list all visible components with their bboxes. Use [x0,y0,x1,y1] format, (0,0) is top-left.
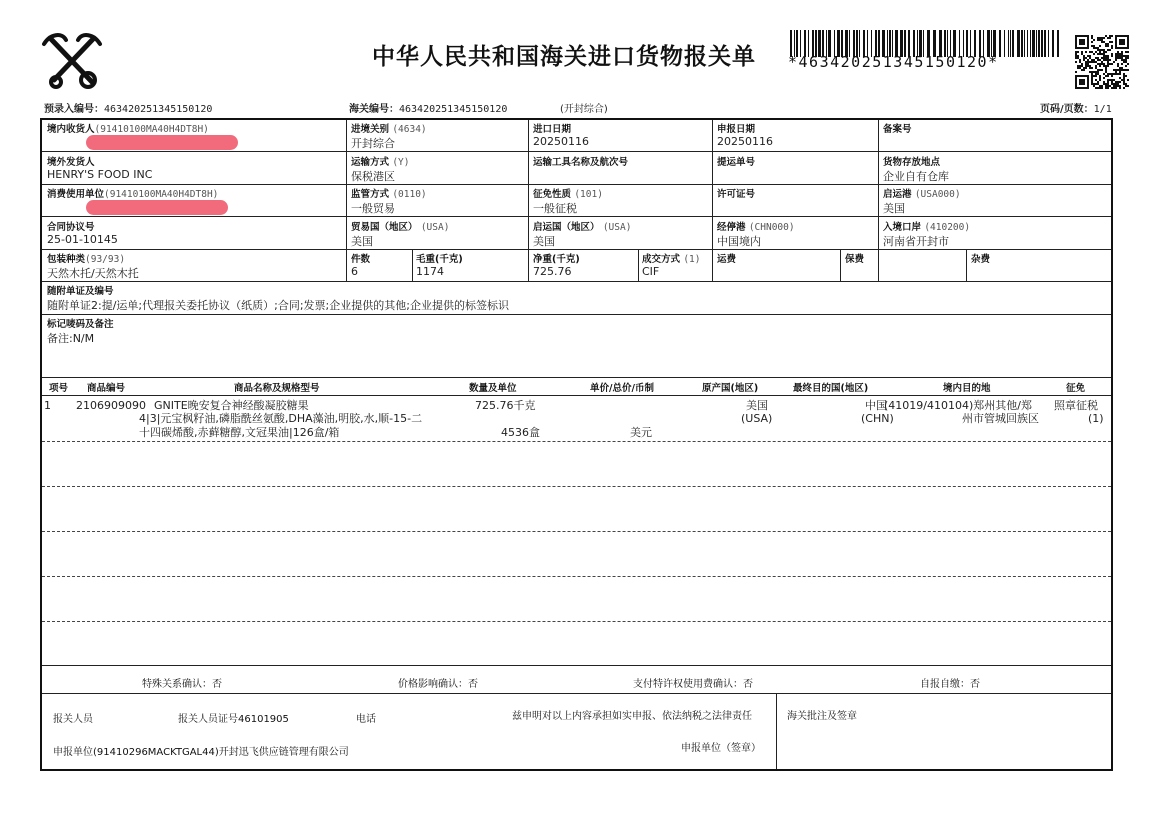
package-type-label: 包装种类(93/93) [47,254,126,265]
goods-quantity: 725.76千克 [475,399,536,412]
departure-port-label: 启运港 (USA000) [883,189,961,200]
goods-name-line: 4|3|元宝枫籽油,磷脂酰丝氨酸,DHA藻油,明胶,水,顺-15-二 [139,412,423,425]
pieces-label: 件数 [351,254,371,265]
record-no-label: 备案号 [883,124,912,135]
origin-country-value: 美国 [533,235,555,248]
phone-label: 电话 [356,714,376,725]
goods-row-separator [42,531,1111,532]
declaration-form [40,118,1113,771]
row-divider [42,693,1111,694]
declaring-unit-label: 申报单位 [53,747,93,758]
goods-name-line: GNITE晚安复合神经酸凝胶糖果 [154,399,309,412]
entry-customs-label: 进境关别 (4634) [351,124,427,135]
goods-name-line: 十四碳烯酸,赤藓糖醇,文冠果油|126盒/箱 [139,426,340,439]
levy-nature-label: 征免性质 (101) [533,189,603,200]
transaction-mode-label: 成交方式 (1) [642,254,701,265]
row-divider [42,314,1111,315]
row-divider [42,184,1111,185]
trade-country-value: 美国 [351,235,373,248]
supervision-label: 监管方式 (0110) [351,189,427,200]
storage-place-value: 企业自有仓库 [883,170,949,183]
page-value: 1/1 [1093,104,1112,115]
pre-entry-value: 463420251345150120 [104,104,213,115]
special-relation-confirm: 特殊关系确认：否 [142,679,222,690]
goods-header-dest-country: 最终目的国(地区) [793,383,869,394]
declare-date-value: 20250116 [717,135,773,148]
goods-header-origin: 原产国(地区) [702,383,759,394]
consignee-label: 境内收货人(91410100MA40H4DT8H) [47,124,209,135]
shipper-label: 境外发货人 [47,157,95,168]
form-title: 中华人民共和国海关进口货物报关单 [372,43,756,70]
goods-domestic-dest: (41019/410104)郑州其他/郑 [884,399,1032,412]
royalty-confirm: 支付特许权使用费确认：否 [633,679,753,690]
net-weight-label: 净重(千克) [533,254,580,265]
goods-hs-code: 2106909090 [76,399,146,412]
customs-site: (开封综合) [560,104,608,115]
consumer-label: 消费使用单位(91410100MA40H4DT8H) [47,189,219,200]
row-divider [42,249,1111,250]
qr-code-icon [1075,35,1129,89]
row-divider [42,377,1111,378]
declarant-label: 报关人员 [53,714,93,725]
documents-value: 随附单证2:提/运单;代理报关委托协议（纸质）;合同;发票;企业提供的其他;企业提供的标签标识 [47,299,509,312]
goods-header-qty: 数量及单位 [469,383,517,394]
goods-levy-code: (1) [1088,412,1104,425]
row-divider [42,395,1111,396]
goods-row-separator [42,621,1111,622]
declarant-cert: 报关人员证号46101905 [178,714,289,725]
freight-label: 运费 [717,254,737,265]
pre-entry-number [44,100,212,115]
goods-origin-code: (USA) [741,412,773,425]
declaring-unit-value: (91410296MACKTGAL44)开封迅飞供应链管理有限公司 [93,747,349,758]
row-divider [42,665,1111,666]
page-label: 页码/页数： [1040,104,1094,115]
transaction-mode-value: CIF [642,265,660,278]
goods-dest-code: (CHN) [861,412,894,425]
goods-row-separator [42,441,1111,442]
goods-row-separator [42,576,1111,577]
license-no-label: 许可证号 [717,189,756,200]
contract-no-label: 合同协议号 [47,222,95,233]
import-date-label: 进口日期 [533,124,572,135]
goods-header-name: 商品名称及规格型号 [234,383,320,394]
supervision-value: 一般贸易 [351,202,395,215]
origin-country-label: 启运国（地区） (USA) [533,222,632,233]
declaring-unit-seal-label: 申报单位（签章） [681,743,761,754]
goods-domestic-dest: 州市管城回族区 [962,412,1039,425]
goods-origin: 美国 [746,399,768,412]
import-date-value: 20250116 [533,135,589,148]
departure-port-value: 美国 [883,202,905,215]
page-count [1040,100,1112,115]
row-divider [42,151,1111,152]
goods-item-no: 1 [44,399,51,412]
price-impact-confirm: 价格影响确认：否 [398,679,478,690]
storage-place-label: 货物存放地点 [883,157,941,168]
net-weight-value: 725.76 [533,265,572,278]
goods-header-domestic-dest: 境内目的地 [943,383,991,394]
entry-customs-value: 开封综合 [351,137,395,150]
goods-row-separator [42,486,1111,487]
pre-entry-label: 预录入编号： [44,104,104,115]
goods-header-levy: 征免 [1066,383,1086,394]
customs-number [349,100,507,115]
entry-port-label: 入境口岸 (410200) [883,222,971,233]
declaration-statement: 兹申明对以上内容承担如实申报、依法纳税之法律责任 [512,711,752,722]
levy-nature-value: 一般征税 [533,202,577,215]
customs-emblem-icon [40,30,106,94]
row-divider [42,216,1111,217]
goods-header-hs-code: 商品编号 [87,383,126,394]
row-divider [42,281,1111,282]
trade-country-label: 贸易国（地区） (USA) [351,222,450,233]
package-type-value: 天然木托/天然木托 [47,267,139,280]
self-report-confirm: 自报自缴：否 [920,679,980,690]
transport-mode-label: 运输方式 (Y) [351,157,410,168]
goods-quantity-secondary: 4536盒 [501,426,540,439]
goods-header-price: 单价/总价/币制 [590,383,654,394]
conveyance-label: 运输工具名称及航次号 [533,157,629,168]
redaction-mark [86,200,228,215]
gross-weight-label: 毛重(千克) [416,254,463,265]
customs-no-label: 海关编号： [349,104,399,115]
goods-dest-country: 中国 [865,399,887,412]
insurance-label: 保费 [845,254,865,265]
pieces-value: 6 [351,265,358,278]
stop-port-label: 经停港 (CHN000) [717,222,795,233]
declaring-unit [53,743,349,758]
gross-weight-value: 1174 [416,265,444,278]
redaction-mark [86,135,238,150]
bill-no-label: 提运单号 [717,157,756,168]
transport-mode-value: 保税港区 [351,170,395,183]
misc-fee-label: 杂费 [971,254,991,265]
customs-no-value: 463420251345150120 [399,104,508,115]
goods-levy: 照章征税 [1054,399,1098,412]
declare-date-label: 申报日期 [717,124,756,135]
entry-port-value: 河南省开封市 [883,235,949,248]
documents-label: 随附单证及编号 [47,286,114,297]
contract-no-value: 25-01-10145 [47,233,118,246]
marks-value: 备注:N/M [47,332,95,345]
goods-header-item-no: 项号 [49,383,69,394]
goods-currency: 美元 [630,426,652,439]
barcode-text: *463420251345150120* [788,53,999,71]
stop-port-value: 中国境内 [717,235,761,248]
marks-label: 标记唛码及备注 [47,319,114,330]
customs-approval-label: 海关批注及签章 [787,711,857,722]
shipper-value: HENRY'S FOOD INC [47,168,153,181]
